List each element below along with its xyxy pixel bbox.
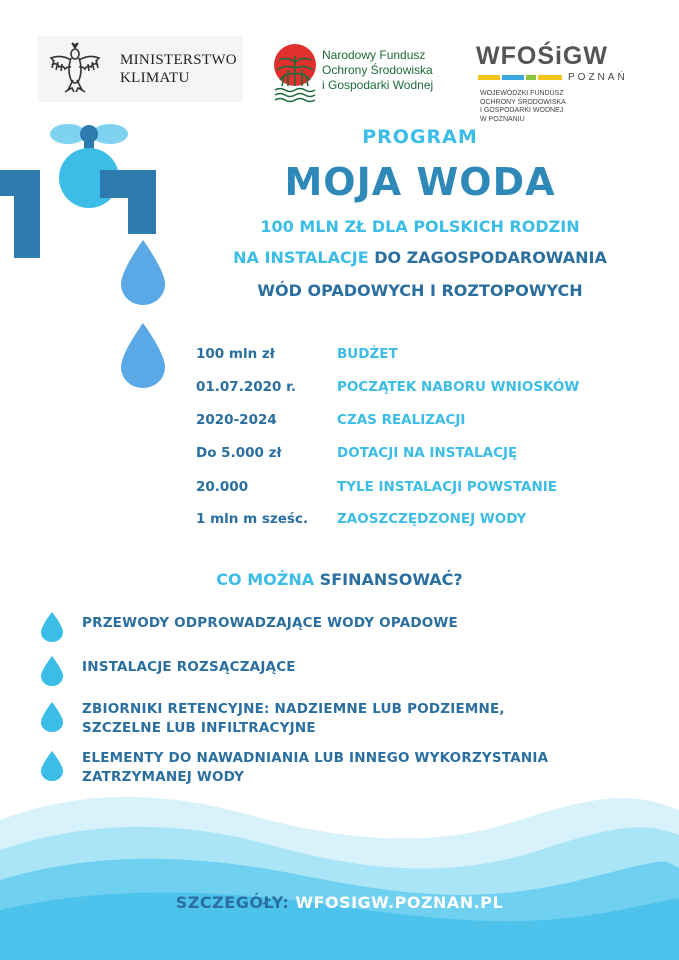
water-drop-icon: [40, 702, 64, 732]
water-drop-icon: [40, 612, 64, 642]
question-part1: CO MOŻNA: [216, 570, 315, 589]
wfosigw-city: POZNAŃ: [568, 72, 628, 83]
headline-line1: 100 MLN ZŁ DLA POLSKICH RODZIN: [260, 217, 580, 236]
ministry-name-line2: KLIMATU: [120, 70, 190, 86]
water-drop-icon: [40, 656, 64, 686]
program-title: MOJA WODA: [284, 160, 556, 204]
headline-line3: WÓD OPADOWYCH I ROZTOPOWYCH: [257, 281, 583, 300]
wfosigw-sub-line3: I GOSPODARKI WODNEJ: [480, 107, 564, 114]
item-line1: INSTALACJE ROZSĄCZAJĄCE: [82, 659, 296, 675]
eagle-emblem-icon: [44, 40, 106, 98]
fact-row: [196, 479, 616, 499]
headline-line2: [200, 248, 640, 267]
fact-row: [196, 379, 616, 399]
ministry-logo: [38, 36, 243, 102]
fact-key: 2020-2024: [196, 412, 277, 428]
wfosigw-title: WFOŚiGW: [476, 42, 608, 70]
fact-row: [196, 346, 616, 366]
water-drop-icon: [119, 240, 167, 306]
question-part2: SFINANSOWAĆ?: [314, 570, 463, 589]
footer-label: SZCZEGÓŁY:: [175, 893, 296, 912]
water-drop-icon: [40, 751, 64, 781]
fact-value: CZAS REALIZACJI: [337, 412, 466, 428]
footer-details: [0, 893, 679, 912]
water-drop-icon: [119, 323, 167, 389]
fact-key: 20.000: [196, 479, 249, 495]
item-line1: ELEMENTY DO NAWADNIANIA LUB INNEGO WYKORZYSTANIA: [82, 750, 549, 766]
nfos-logo: [272, 40, 472, 106]
ministry-name-line1: MINISTERSTWO: [120, 52, 237, 68]
nfos-name-line2: Ochrony Środowiska: [322, 63, 433, 77]
fact-value: BUDŻET: [337, 346, 398, 362]
section-question: [0, 570, 679, 589]
fact-row: [196, 412, 616, 432]
item-line1: ZBIORNIKI RETENCYJNE: NADZIEMNE LUB PODZIEMNE,: [82, 701, 505, 717]
wave-decoration: [0, 790, 679, 960]
footer-website-link[interactable]: WFOSIGW.POZNAN.PL: [295, 893, 504, 912]
headline-line2-rest: DO ZAGOSPODAROWANIA: [368, 248, 607, 267]
fact-value: ZAOSZCZĘDZONEJ WODY: [337, 511, 527, 527]
fact-key: 1 mln m sześc.: [196, 511, 309, 527]
fact-key: 01.07.2020 r.: [196, 379, 296, 395]
fact-row: [196, 511, 616, 531]
item-line2: ZATRZYMANEJ WODY: [82, 769, 245, 785]
fact-value: DOTACJI NA INSTALACJĘ: [337, 445, 518, 461]
wfosigw-sub-line1: WOJEWÓDZKI FUNDUSZ: [480, 90, 564, 97]
headline-line2-highlight: NA INSTALACJE: [233, 248, 369, 267]
item-line2: SZCZELNE LUB INFILTRACYJNE: [82, 720, 316, 736]
wfosigw-sub-line2: OCHRONY ŚRODOWISKA: [480, 98, 566, 106]
fact-value: TYLE INSTALACJI POWSTANIE: [337, 479, 558, 495]
wfosigw-sub-line4: W POZNANIU: [480, 115, 525, 123]
item-line1: PRZEWODY ODPROWADZAJĄCE WODY OPADOWE: [82, 615, 458, 631]
fact-row: [196, 445, 616, 465]
nfos-name-line3: i Gospodarki Wodnej: [322, 78, 434, 92]
fact-value: POCZĄTEK NABORU WNIOSKÓW: [337, 379, 580, 395]
nfos-name-line1: Narodowy Fundusz: [322, 48, 426, 62]
fact-key: Do 5.000 zł: [196, 445, 282, 461]
fact-key: 100 mln zł: [196, 346, 275, 362]
wfosigw-color-bars: [478, 75, 564, 81]
wfosigw-logo: [476, 42, 626, 132]
nfos-emblem-icon: [272, 42, 318, 104]
program-label: PROGRAM: [362, 126, 478, 148]
